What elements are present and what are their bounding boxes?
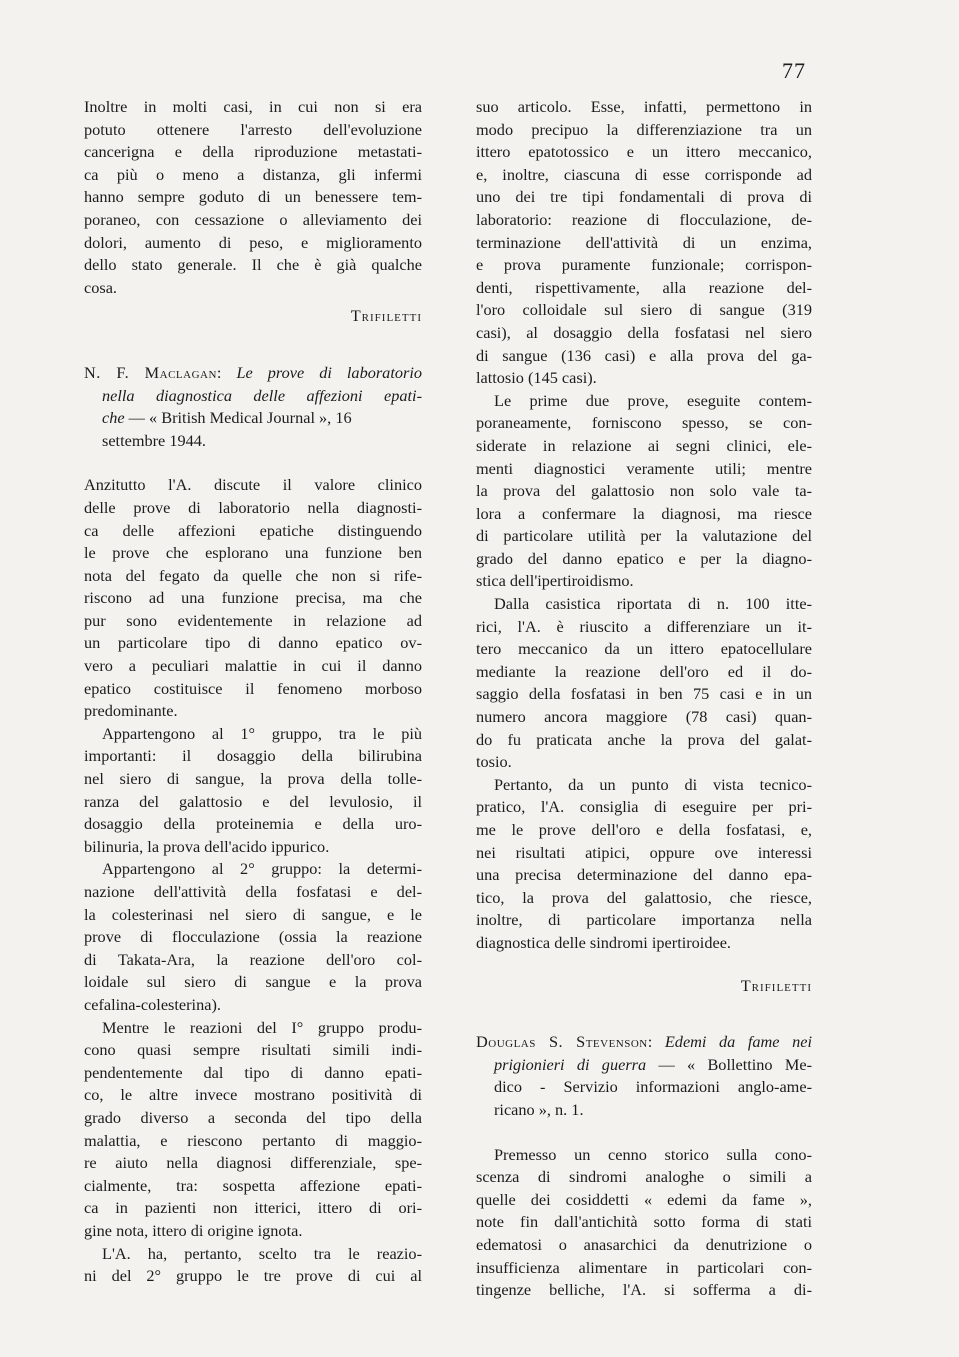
text-line: dolori, aumento di peso, e miglioramento <box>84 232 422 252</box>
text-line: Inoltre in molti casi, in cui non si era <box>84 97 422 116</box>
text-line: e prova puramente funzionale; corrispon- <box>476 255 812 275</box>
text-line: riscono ad una funzione precisa, ma che <box>84 588 422 608</box>
text-line: cancerigna e della riproduzione metastati- <box>84 142 422 162</box>
paragraph <box>476 390 812 593</box>
paragraph <box>84 474 422 723</box>
review-source: — « Bollettino Me- <box>658 1054 812 1074</box>
text-line: insufficienza alimentare in particolari con- <box>476 1257 812 1277</box>
paragraph <box>84 723 422 859</box>
text-line: di sangue (136 casi) e alla prova del ga- <box>476 345 812 365</box>
text-line: vero a peculiari malattie in cui il danno <box>84 656 422 676</box>
review-source: ricano », n. 1. <box>494 1099 584 1119</box>
paragraph <box>84 1017 422 1243</box>
text-line: Dalla casistica riportata di n. 100 itte- <box>494 594 812 614</box>
text-line: lora a confermare la diagnosi, ma riesce <box>476 503 812 523</box>
text-line: nel siero di sangue, la prova della tolle- <box>84 769 422 789</box>
text-line: pratico, l'A. consiglia di eseguire per pri- <box>476 797 812 817</box>
text-line: prove di flocculazione (ossia la reazione <box>84 927 422 947</box>
text-line: rici, l'A. è riuscito a differenziare un it- <box>476 616 812 636</box>
paragraph <box>84 858 422 1016</box>
text-line: un particolare tipo di danno epatico ov- <box>84 633 422 653</box>
page-number: 77 <box>782 58 806 83</box>
text-line: ranza del galattosio e del levulosio, il <box>84 791 422 811</box>
text-line: cosa. <box>84 277 117 297</box>
text-line: grado diverso a seconda del tipo della <box>84 1107 422 1127</box>
text-line: terminazione dell'attività di un enzima, <box>476 232 812 252</box>
review-title: Edemi da fame nei <box>664 1032 812 1052</box>
review-title: Le prove di laboratorio <box>236 362 422 382</box>
text-line: cefalina-colesterina). <box>84 994 221 1014</box>
text-line: note fin dall'antichità sotto forma di stati <box>476 1212 812 1232</box>
paragraph <box>84 1243 422 1288</box>
review-source: — « British Medical Journal », 16 <box>128 408 352 428</box>
text-line: bilinuria, la prova dell'acido ippurico. <box>84 836 330 856</box>
signature: Trifiletti <box>350 306 422 326</box>
review-title: nella diagnostica delle affezioni epati- <box>102 385 422 405</box>
text-line: menti diagnostici veramente utili; mentre <box>476 458 812 478</box>
text-line: poraneamente, forniscono spesso, se con- <box>476 413 812 433</box>
text-line: delle prove di laboratorio nella diagnosti- <box>84 497 422 517</box>
text-line: Pertanto, da un punto di vista tecnico- <box>494 774 812 794</box>
text-line: di particolare utilità per la valutazione del <box>476 526 812 546</box>
text-line: gine nota, ittero di origine ignota. <box>84 1220 303 1240</box>
text-line: mediante la reazione dell'oro ed il do- <box>476 661 812 681</box>
text-line: uno dei tre tipi fondamentali di prova di <box>476 187 812 207</box>
text-line: ittero epatotossico e un ittero meccanico, <box>476 142 812 162</box>
paragraph <box>476 593 812 774</box>
text-line: casi), al dosaggio della fosfatasi nel siero <box>476 322 812 342</box>
text-line: do fu praticata anche la prova del galat- <box>476 729 812 749</box>
text-line: suo articolo. Esse, infatti, permettono in <box>476 97 812 116</box>
review-title: prigionieri di guerra <box>494 1054 647 1074</box>
text-line: lattosio (145 casi). <box>476 368 597 388</box>
paragraph <box>476 96 812 390</box>
text-line: denti, rispettivamente, alla reazione del- <box>476 277 812 297</box>
text-line: tico, la prova del galattosio, che riesce, <box>476 887 812 907</box>
text-line: inoltre, di particolare importanza nella <box>476 910 812 930</box>
text-line: epatico costituisce il fenomeno morboso <box>84 678 422 698</box>
paragraph <box>476 1144 812 1302</box>
text-line: Anzitutto l'A. discute il valore clinico <box>84 475 422 495</box>
text-line: la prova del galattosio non solo vale ta- <box>476 481 812 501</box>
text-line: potuto ottenere l'arresto dell'evoluzione <box>84 119 422 139</box>
text-line: nota del fegato da quelle che non si rife- <box>84 565 422 585</box>
review-title: che <box>102 408 125 428</box>
text-line: siderate in relazione ai segni clinici, ele- <box>476 435 812 455</box>
text-line: ca più o meno a distanza, gli infermi <box>84 164 422 184</box>
text-line: Le prime due prove, eseguite contem- <box>494 390 812 410</box>
text-line: poraneo, con cessazione o alleviamento dei <box>84 209 422 229</box>
text-line: L'A. ha, pertanto, scelto tra le reazio- <box>102 1243 422 1263</box>
text-line: dello stato generale. Il che è già qualche <box>84 255 422 275</box>
text-line: nei risultati atipici, oppure ove interessi <box>476 842 812 862</box>
text-line: predominante. <box>84 701 178 721</box>
text-line: Premesso un cenno storico sulla cono- <box>494 1144 812 1164</box>
review-source: settembre 1944. <box>102 430 206 450</box>
text-line: tosio. <box>476 752 512 772</box>
review-author: Douglas S. Stevenson <box>476 1032 648 1052</box>
paragraph <box>84 96 422 299</box>
text-line: me le prove dell'oro e della fosfatasi, e, <box>476 820 812 839</box>
text-line: cialmente, tra: sospetta affezione epati- <box>84 1175 422 1195</box>
text-line: Mentre le reazioni del I° gruppo produ- <box>102 1017 422 1037</box>
text-line: saggio della fosfatasi in ben 75 casi e in un <box>476 684 812 704</box>
text-line: stica dell'ipertiroidismo. <box>476 571 634 591</box>
left-column <box>84 96 422 1288</box>
text-line: diagnostica delle sindromi ipertiroidee. <box>476 932 731 952</box>
text-line: le prove che esplorano una funzione ben <box>84 543 422 563</box>
text-line: scenza di sindromi analoghe o simili a <box>476 1167 812 1187</box>
text-line: numero ancora maggiore (78 casi) quan- <box>476 707 812 727</box>
text-line: di Takata-Ara, la reazione dell'oro col- <box>84 949 422 969</box>
text-line: ca delle affezioni epatiche distinguendo <box>84 520 422 540</box>
text-line: edematosi o anasarchici da denutrizione o <box>476 1234 812 1254</box>
text-line: pendentemente dal tipo di danno epati- <box>84 1062 422 1082</box>
text-line: laboratorio: reazione di flocculazione, de- <box>476 209 812 229</box>
paragraph <box>476 774 812 955</box>
text-line: modo precipuo la differenziazione tra un <box>476 119 812 139</box>
review-heading: N. F. Maclagan: Le prove di laboratorio nella diagnostica delle affezioni epati- che — « British Medical Journal », 16 settembre 1944. <box>84 362 422 452</box>
text-line: una precisa determinazione del danno epa- <box>476 865 812 885</box>
text-line: Appartengono al 2° gruppo: la determi- <box>102 859 422 879</box>
review-heading: Douglas S. Stevenson: Edemi da fame nei prigionieri di guerra — « Bollettino Me- dico - Servizio informazioni anglo-ame- ricano », n. 1. <box>476 1031 812 1121</box>
review-author: N. F. Maclagan <box>84 362 217 382</box>
text-line: importanti: il dosaggio della bilirubina <box>84 746 422 766</box>
text-line: re aiuto nella diagnosi differenziale, spe- <box>84 1153 422 1173</box>
signature: Trifiletti <box>740 975 812 995</box>
text-line: grado del danno epatico e per la diagno- <box>476 548 812 568</box>
text-line: malattia, e riescono pertanto di maggio- <box>84 1130 422 1150</box>
text-line: quelle dei cosiddetti « edemi da fame », <box>476 1189 812 1209</box>
text-line: dosaggio della proteinemia e della uro- <box>84 814 422 834</box>
text-line: l'oro colloidale sul siero di sangue (319 <box>476 300 812 320</box>
text-line: loidale sul siero di sangue e la prova <box>84 972 422 992</box>
text-line: pur sono evidentemente in relazione ad <box>84 610 422 630</box>
text-line: ca in pazienti non itterici, ittero di ori- <box>84 1198 422 1218</box>
text-line: la colesterinasi nel siero di sangue, e le <box>84 904 422 924</box>
text-line: Appartengono al 1° gruppo, tra le più <box>102 723 422 743</box>
right-column <box>476 96 812 1302</box>
text-line: cono quasi sempre risultati simili indi- <box>84 1040 422 1060</box>
review-source: dico - Servizio informazioni anglo-ame- <box>494 1077 812 1097</box>
text-line: co, le altre invece mostrano positività di <box>84 1085 422 1105</box>
text-line: ni del 2° gruppo le tre prove di cui al <box>84 1266 422 1286</box>
text-line: tero meccanico da un ittero epatocellulare <box>476 639 812 659</box>
text-line: tingenze belliche, l'A. si sofferma a di- <box>476 1280 812 1300</box>
text-line: nazione dell'attività della fosfatasi e del- <box>84 882 422 901</box>
text-line: hanno sempre goduto di un benessere tem- <box>84 187 422 207</box>
text-line: e, inoltre, ciascuna di esse corrisponde ad <box>476 164 812 184</box>
